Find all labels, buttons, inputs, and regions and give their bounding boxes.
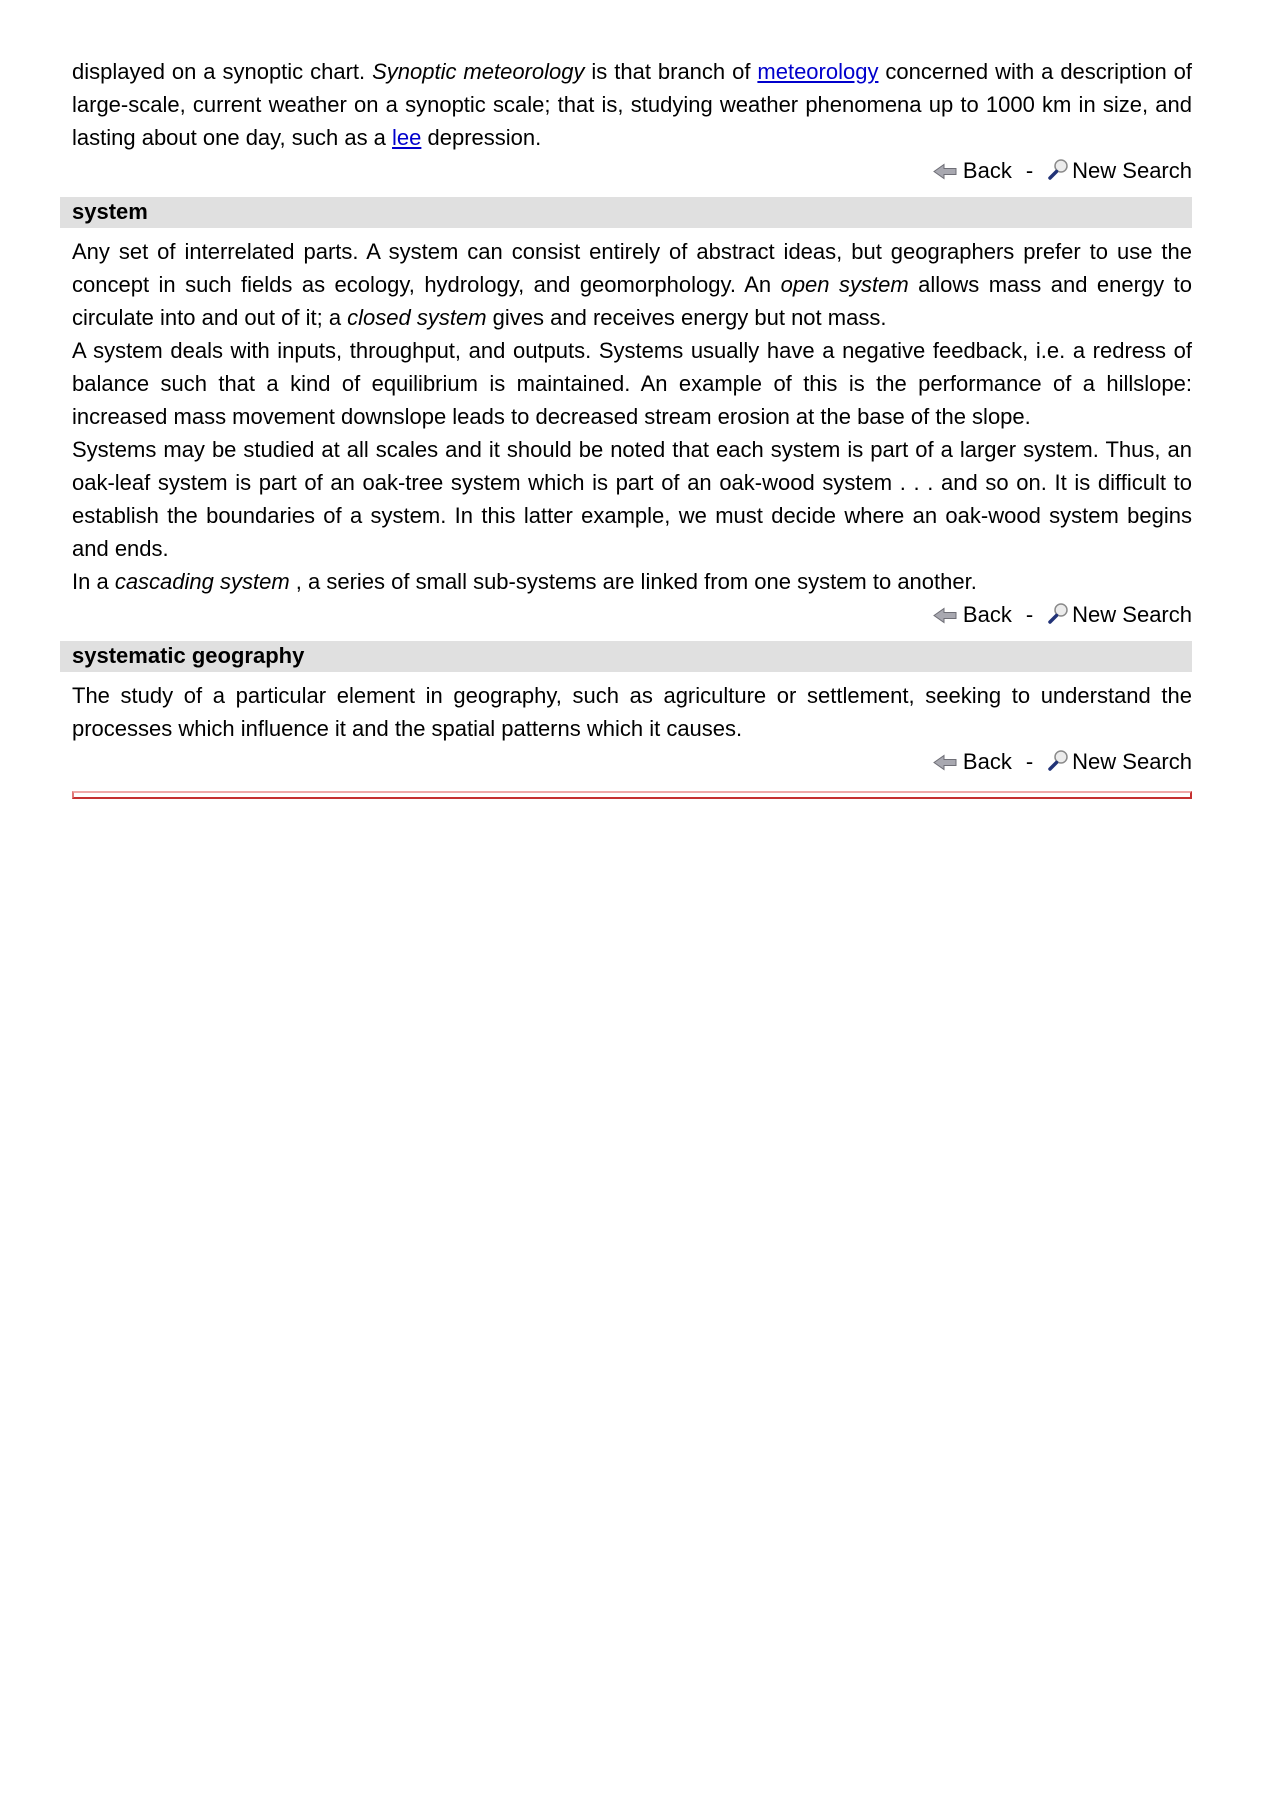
left-arrow-icon[interactable] <box>933 600 957 633</box>
text-run: concerned with a description of large-scale, current weather on a synoptic scale; that is, studying weather phenomena up to 1000 km in size, and lasting about one day, such as a <box>72 59 1193 150</box>
new-search-link[interactable] <box>1047 602 1192 627</box>
definition-paragraph <box>72 235 1192 334</box>
magnifier-icon[interactable] <box>1047 157 1070 190</box>
nav-separator: - <box>1025 749 1034 774</box>
text-run: The study of a particular element in geography, such as agriculture or settlement, seeking to understand the processes which influence it and the spatial patterns which it causes. <box>72 683 1192 741</box>
back-label: Back <box>962 749 1012 774</box>
back-link[interactable] <box>933 749 1012 774</box>
italic-text: closed system <box>347 305 487 330</box>
text-run: Any set of interrelated parts. A system can consist entirely of abstract ideas, but geographers prefer to use the concept in such fields as ecology, hydrology, and geomorphology. An <box>72 239 1192 297</box>
definition-paragraph <box>72 334 1192 433</box>
term-label: systematic geography <box>72 643 305 668</box>
new-search-link[interactable] <box>1047 749 1192 774</box>
definition-paragraph <box>72 433 1192 565</box>
text-link[interactable]: lee <box>392 125 422 150</box>
new-search-label: New Search <box>1072 158 1192 183</box>
term-header-system <box>60 197 1192 228</box>
text-run: Systems may be studied at all scales and it should be noted that each system is part of a larger system. Thus, an oak-leaf system is part of an oak-tree system which is part of an oak-wood system . . . and so on. It is difficult to establish the boundaries of a system. In this latter example, we must decide where an oak-wood system begins and ends. <box>72 437 1192 561</box>
text-run: gives and receives energy but not mass. <box>486 305 887 330</box>
back-label: Back <box>962 158 1012 183</box>
nav-separator: - <box>1025 602 1034 627</box>
text-run: A system deals with inputs, throughput, and outputs. Systems usually have a negative feedback, i.e. a redress of balance such that a kind of equilibrium is maintained. An example of this is the performance of a hillslope: increased mass movement downslope leads to decreased stream erosion at the base of the slope. <box>72 338 1192 429</box>
italic-text: Synoptic meteorology <box>372 59 585 84</box>
intro-paragraph <box>72 55 1192 154</box>
left-arrow-icon[interactable] <box>933 156 957 189</box>
nav-row <box>60 598 1192 634</box>
page-content <box>60 0 1192 799</box>
back-link[interactable] <box>933 602 1012 627</box>
text-link[interactable]: meteorology <box>757 59 879 84</box>
text-run: allows mass and energy to circulate into and out of it; a <box>72 272 1192 330</box>
back-label: Back <box>962 602 1012 627</box>
term-label: system <box>72 199 148 224</box>
left-arrow-icon[interactable] <box>933 747 957 780</box>
text-run: In a <box>72 569 115 594</box>
italic-text: cascading system <box>114 569 290 594</box>
definition-paragraph <box>72 679 1192 745</box>
new-search-link[interactable] <box>1047 158 1192 183</box>
definition-paragraph <box>72 565 1192 598</box>
nav-row <box>60 154 1192 190</box>
text-run: , a series of small sub-systems are linked from one system to another. <box>289 569 977 594</box>
term-header-systematic-geography <box>60 641 1192 672</box>
text-run: depression. <box>421 125 542 150</box>
nav-row <box>60 745 1192 781</box>
italic-text: open system <box>780 272 909 297</box>
nav-separator: - <box>1025 158 1034 183</box>
magnifier-icon[interactable] <box>1047 748 1070 781</box>
new-search-label: New Search <box>1072 749 1192 774</box>
new-search-label: New Search <box>1072 602 1192 627</box>
text-run: is that branch of <box>584 59 758 84</box>
back-link[interactable] <box>933 158 1012 183</box>
section-divider <box>72 791 1192 799</box>
text-run: displayed on a synoptic chart. <box>72 59 373 84</box>
magnifier-icon[interactable] <box>1047 601 1070 634</box>
